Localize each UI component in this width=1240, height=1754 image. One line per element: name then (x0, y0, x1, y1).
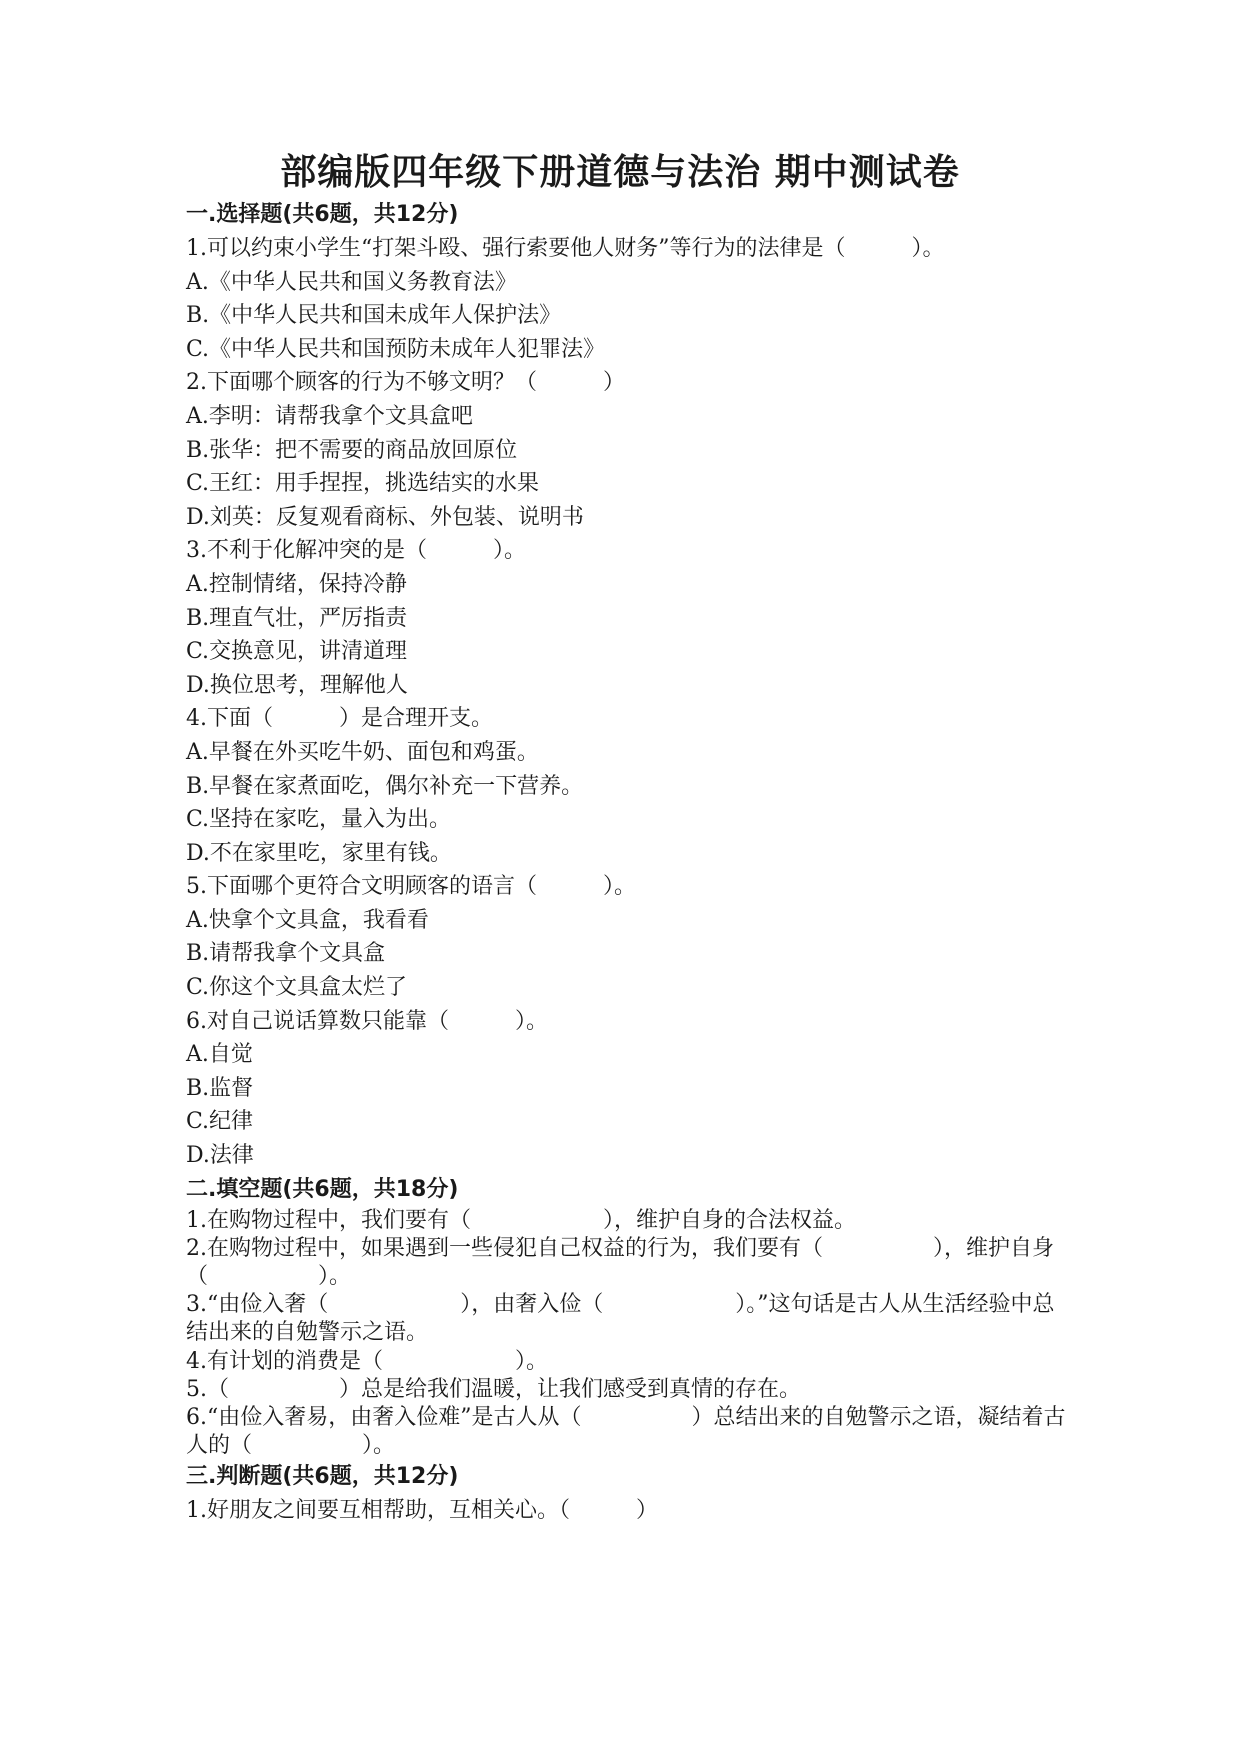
question-stem: 6.对自己说话算数只能靠（ ）。 (186, 1008, 548, 1034)
page-title: 部编版四年级下册道德与法治 期中测试卷 (280, 152, 960, 193)
true-false-question: 1.好朋友之间要互相帮助，互相关心。（ ） (186, 1497, 658, 1523)
option-b: B.《中华人民共和国未成年人保护法》 (186, 303, 562, 329)
option-a: A.《中华人民共和国义务教育法》 (186, 269, 517, 295)
option-a: A.控制情绪，保持冷静 (186, 571, 407, 597)
option-a: A.李明：请帮我拿个文具盒吧 (186, 403, 473, 429)
fill-blank-question: 2.在购物过程中，如果遇到一些侵犯自己权益的行为，我们要有（ ），维护自身（ ）。 (186, 1235, 1054, 1289)
option-b: B.理直气壮，严厉指责 (186, 605, 408, 631)
option-b: B.监督 (186, 1075, 254, 1101)
option-b: B.早餐在家煮面吃，偶尔补充一下营养。 (186, 773, 584, 799)
option-d: D.法律 (186, 1143, 254, 1169)
fill-blank-question: 4.有计划的消费是（ ）。 (186, 1348, 548, 1374)
option-a: A.快拿个文具盒，我看看 (186, 907, 429, 933)
option-b: B.张华：把不需要的商品放回原位 (186, 437, 518, 463)
option-c: C.王红：用手捏捏，挑选结实的水果 (186, 471, 540, 497)
question-stem: 3.不利于化解冲突的是（ ）。 (186, 538, 526, 564)
option-d: D.刘英：反复观看商标、外包装、说明书 (186, 504, 584, 530)
option-a: A.早餐在外买吃牛奶、面包和鸡蛋。 (186, 739, 539, 765)
option-b: B.请帮我拿个文具盒 (186, 941, 386, 967)
fill-blank-question: 3.“由俭入奢（ ），由奢入俭（ ）。”这句话是古人从生活经验中总结出来的自勉警示之语。 (186, 1291, 1055, 1345)
option-c: C.纪律 (186, 1109, 254, 1135)
option-d: D.不在家里吃，家里有钱。 (186, 840, 452, 866)
section-heading-true-false: 三.判断题(共6题，共12分) (186, 1463, 459, 1489)
section-heading-fill-blank: 二.填空题(共6题，共18分) (186, 1176, 459, 1202)
section-heading-choice: 一.选择题(共6题，共12分) (186, 202, 459, 227)
question-stem: 4.下面（ ）是合理开支。 (186, 706, 493, 732)
question-stem: 2.下面哪个顾客的行为不够文明？（ ） (186, 370, 625, 396)
option-c: C.坚持在家吃，量入为出。 (186, 807, 452, 833)
option-d: D.换位思考，理解他人 (186, 672, 408, 698)
option-c: C.《中华人民共和国预防未成年人犯罪法》 (186, 336, 606, 362)
question-stem: 1.可以约束小学生“打架斗殴、强行索要他人财务”等行为的法律是（ ）。 (186, 236, 945, 261)
exam-content (186, 198, 1066, 1527)
question-stem: 5.下面哪个更符合文明顾客的语言（ ）。 (186, 874, 636, 900)
fill-blank-question: 1.在购物过程中，我们要有（ ），维护自身的合法权益。 (186, 1207, 856, 1233)
option-a: A.自觉 (186, 1042, 253, 1068)
option-c: C.交换意见，讲清道理 (186, 639, 408, 665)
fill-blank-question: 5.（ ）总是给我们温暖，让我们感受到真情的存在。 (186, 1376, 801, 1402)
fill-blank-question: 6.“由俭入奢易，由奢入俭难”是古人从（ ）总结出来的自勉警示之语，凝结着古人的（ ）。 (186, 1404, 1066, 1458)
option-c: C.你这个文具盒太烂了 (186, 975, 408, 1001)
